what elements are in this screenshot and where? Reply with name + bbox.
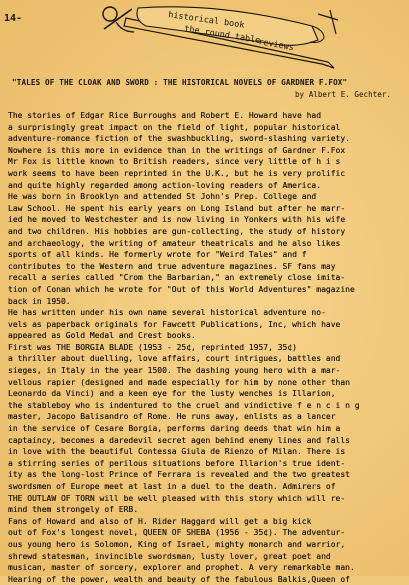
text-line: and quite highly regarded among action-loving readers of America. <box>8 180 322 190</box>
text-line: adventure-romance fiction of the swashbuckling, sword-slashing variety. <box>8 134 350 144</box>
text-line: back in 1950. <box>8 296 71 306</box>
text-line: sports of all kinds. He formerly wrote for "Weird Tales" and f <box>8 250 307 260</box>
byline: by Albert E. Gechter. <box>294 90 391 99</box>
text-line: a stirring series of perilous situations before Illarion's true ident- <box>8 458 346 468</box>
text-line: First was THE BORGIA BLADE (1953 - 25¢, reprinted 1957, 35¢) <box>8 342 297 352</box>
text-line: ied he moved to Westchester and is now living in Yonkers with his wife <box>8 215 346 225</box>
banner-line-1: historical book <box>167 10 245 31</box>
text-line: ity as the long-lost Prince of Ferrara is revealed and the two greatest <box>8 470 350 480</box>
text-line: and two children. His hobbies are gun-collecting, the study of history <box>8 226 346 236</box>
text-line: in love with the beautiful Contessa Giula de Rienzo of Milan. There is <box>8 447 346 457</box>
text-line: out of Fox's longest novel, QUEEN OF SHEBA (1956 - 35¢). The adventur- <box>8 528 346 538</box>
text-line: in the service of Cesare Borgia, performs daring deeds that win him a <box>8 424 341 434</box>
text-line: recall a series called "Crom the Barbarian," an extremely close imita- <box>8 273 346 283</box>
text-line: work seems to have been reprinted in the U.K., but he is very prolific <box>8 168 346 178</box>
banner-line-3: reviews <box>257 37 295 54</box>
text-line: swordsmen of Europe meet at last in a duel to the death. Admirers of <box>8 482 336 491</box>
text-line: musican, master of sorcery, explorer and prophet. A very remarkable man. <box>8 563 355 573</box>
text-line: Fans of Howard and also of H. Rider Haggard will get a big kick <box>8 516 312 526</box>
text-line: Mr Fox is little known to British readers, since very little of h i s <box>8 157 341 167</box>
text-line: vels as paperback originals for Fawcett Publications, Inc, which have <box>8 319 341 329</box>
text-line: He has written under his own name several historical adventure no- <box>8 308 326 318</box>
text-line: Law School. He spent his early years on Long Island but after he marr- <box>8 203 346 213</box>
text-line: shrewd statesman, invincible swordsman, lusty lover, great poet and <box>8 551 331 561</box>
text-line: tion of Conan which he wrote for "Out of this World Adventures" magazine <box>8 284 355 294</box>
text-line: Nowhere is this more in evidence than in the writings of Gardner F.Fox <box>8 145 346 155</box>
text-line: The stories of Edgar Rice Burroughs and Robert E. Howard have had <box>8 111 322 120</box>
text-line: vellous rapier (designed and made especially for him by none other than <box>8 377 350 387</box>
text-line: and archaeology, the writing of amateur theatricals and he also likes <box>8 238 341 248</box>
text-line: He was born in Brooklyn and attended St John's Prep. College and <box>8 192 317 202</box>
sword-banner-illustration <box>98 4 358 74</box>
text-line: mind them strongely of ERB. <box>8 505 139 515</box>
text-line: a thriller about duelling, love affairs, court intrigues, battles and <box>8 354 341 364</box>
text-line: captaincy, becomes a daredevil secret agen behind enemy lines and falls <box>8 435 350 445</box>
page-number: 14- <box>4 13 23 24</box>
text-line: the stableboy who is indentured to the cruel and vindictive f e n c i n g <box>8 400 360 410</box>
text-line: sieges, in Italy in the year 1500. The dashing young hero with a mar- <box>8 366 341 376</box>
text-line: contributes to the Western and true adventure magazines. SF fans may <box>8 261 336 271</box>
article-title: "TALES OF THE CLOAK AND SWORD : THE HISTORICAL NOVELS OF GARDNER F.FOX" <box>12 78 348 87</box>
article-body <box>8 110 404 585</box>
text-line: THE OUTLAW OF TORN will be well pleased with this story which will re- <box>8 493 346 503</box>
sword-hilt-icon <box>103 7 134 32</box>
text-line: Hearing of the power, wealth and beauty of the fabulous Balkis,Queen of <box>8 574 350 584</box>
text-line: Leonardo da Vinci) and a keen eye for the lusty wenches is Illarion, <box>8 389 336 399</box>
text-line: a surprisingly great impact on the field of light, popular historical <box>8 122 341 132</box>
text-line: appeared as Gold Medal and Crest books. <box>8 331 196 341</box>
text-line: master, Jacopo Balisandro of Rome. He runs away, enlists as a lancer <box>8 412 336 422</box>
banner-line-2: the round table <box>183 24 261 46</box>
text-line: ous young hero is Solomon, King of Israel, mighty monarch and warrior, <box>8 539 346 549</box>
